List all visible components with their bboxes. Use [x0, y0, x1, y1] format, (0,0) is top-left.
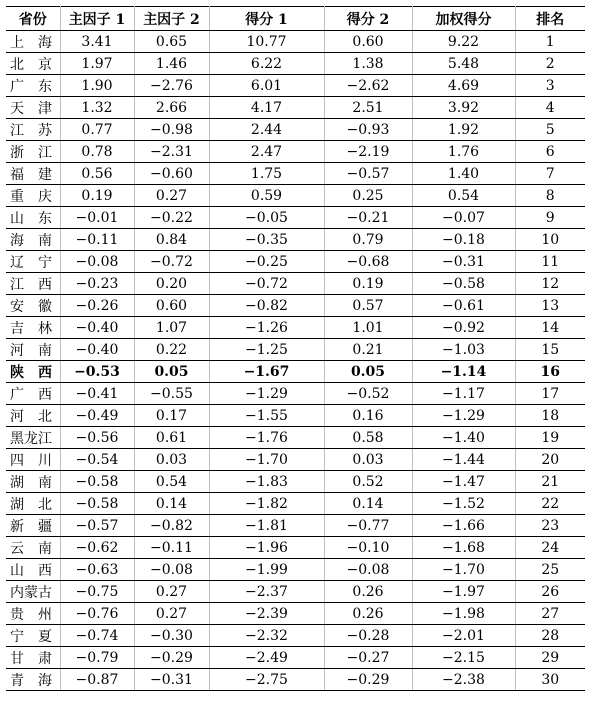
cell-factor-1: −0.26 — [60, 295, 134, 317]
table-row — [6, 449, 585, 471]
cell-score-1: −0.82 — [209, 295, 324, 317]
cell-province: 天 津 — [6, 97, 60, 119]
table-body — [6, 31, 585, 691]
cell-factor-2: −0.82 — [134, 515, 209, 537]
cell-rank: 9 — [515, 207, 585, 229]
table-row — [6, 647, 585, 669]
cell-score-2: 0.79 — [324, 229, 412, 251]
cell-score-1: −1.82 — [209, 493, 324, 515]
cell-weighted-score: −1.70 — [412, 559, 515, 581]
cell-score-2: 0.26 — [324, 581, 412, 603]
cell-province: 山 东 — [6, 207, 60, 229]
cell-rank: 1 — [515, 31, 585, 53]
cell-weighted-score: −1.68 — [412, 537, 515, 559]
cell-province: 青 海 — [6, 669, 60, 691]
cell-rank: 7 — [515, 163, 585, 185]
cell-factor-1: 3.41 — [60, 31, 134, 53]
cell-rank: 8 — [515, 185, 585, 207]
table-row — [6, 603, 585, 625]
cell-score-1: −1.25 — [209, 339, 324, 361]
cell-factor-1: −0.23 — [60, 273, 134, 295]
cell-score-1: −2.39 — [209, 603, 324, 625]
cell-factor-2: −0.72 — [134, 251, 209, 273]
table-row — [6, 251, 585, 273]
cell-weighted-score: −1.52 — [412, 493, 515, 515]
cell-rank: 11 — [515, 251, 585, 273]
cell-factor-1: −0.40 — [60, 317, 134, 339]
cell-rank: 12 — [515, 273, 585, 295]
cell-factor-1: −0.62 — [60, 537, 134, 559]
cell-score-1: 1.75 — [209, 163, 324, 185]
header-factor-1: 主因子 1 — [60, 7, 134, 31]
header-row — [6, 7, 585, 31]
cell-rank: 27 — [515, 603, 585, 625]
cell-weighted-score: −1.44 — [412, 449, 515, 471]
cell-factor-1: −0.75 — [60, 581, 134, 603]
cell-score-1: −2.75 — [209, 669, 324, 691]
table-row — [6, 669, 585, 691]
ranking-table — [6, 6, 585, 691]
cell-rank: 3 — [515, 75, 585, 97]
cell-factor-2: 0.20 — [134, 273, 209, 295]
cell-score-1: −2.37 — [209, 581, 324, 603]
cell-factor-1: −0.11 — [60, 229, 134, 251]
cell-score-1: −1.76 — [209, 427, 324, 449]
cell-rank: 24 — [515, 537, 585, 559]
cell-province: 安 徽 — [6, 295, 60, 317]
cell-province: 广 东 — [6, 75, 60, 97]
cell-weighted-score: −1.98 — [412, 603, 515, 625]
cell-score-1: −1.83 — [209, 471, 324, 493]
cell-score-2: −0.52 — [324, 383, 412, 405]
cell-score-1: −1.26 — [209, 317, 324, 339]
table-row — [6, 119, 585, 141]
cell-rank: 21 — [515, 471, 585, 493]
cell-weighted-score: −1.17 — [412, 383, 515, 405]
cell-weighted-score: −1.47 — [412, 471, 515, 493]
cell-factor-1: −0.79 — [60, 647, 134, 669]
cell-factor-2: −0.55 — [134, 383, 209, 405]
cell-province: 新 疆 — [6, 515, 60, 537]
cell-factor-2: 0.05 — [134, 361, 209, 383]
cell-score-2: −0.08 — [324, 559, 412, 581]
table-row — [6, 383, 585, 405]
cell-weighted-score: −0.58 — [412, 273, 515, 295]
header-weighted-score: 加权得分 — [412, 7, 515, 31]
table-row — [6, 273, 585, 295]
cell-score-2: 0.52 — [324, 471, 412, 493]
cell-weighted-score: −0.61 — [412, 295, 515, 317]
cell-rank: 5 — [515, 119, 585, 141]
cell-factor-1: 1.90 — [60, 75, 134, 97]
cell-province: 河 南 — [6, 339, 60, 361]
cell-score-1: −0.35 — [209, 229, 324, 251]
cell-rank: 10 — [515, 229, 585, 251]
table-row — [6, 185, 585, 207]
cell-score-2: −2.19 — [324, 141, 412, 163]
cell-factor-2: 0.60 — [134, 295, 209, 317]
cell-rank: 18 — [515, 405, 585, 427]
cell-factor-1: −0.41 — [60, 383, 134, 405]
cell-factor-2: −0.30 — [134, 625, 209, 647]
cell-score-1: −2.32 — [209, 625, 324, 647]
cell-score-1: −1.67 — [209, 361, 324, 383]
cell-weighted-score: −2.38 — [412, 669, 515, 691]
cell-factor-2: 0.03 — [134, 449, 209, 471]
table-row — [6, 625, 585, 647]
cell-weighted-score: −2.15 — [412, 647, 515, 669]
cell-rank: 2 — [515, 53, 585, 75]
cell-score-1: −1.96 — [209, 537, 324, 559]
cell-factor-2: 0.27 — [134, 603, 209, 625]
cell-factor-1: −0.58 — [60, 493, 134, 515]
cell-factor-1: −0.49 — [60, 405, 134, 427]
cell-weighted-score: 5.48 — [412, 53, 515, 75]
cell-weighted-score: −1.03 — [412, 339, 515, 361]
cell-factor-2: −2.76 — [134, 75, 209, 97]
cell-factor-1: −0.58 — [60, 471, 134, 493]
cell-factor-2: 2.66 — [134, 97, 209, 119]
table-row — [6, 317, 585, 339]
header-score-2: 得分 2 — [324, 7, 412, 31]
cell-score-2: 1.38 — [324, 53, 412, 75]
cell-score-1: 0.59 — [209, 185, 324, 207]
cell-province: 内蒙古 — [6, 581, 60, 603]
cell-weighted-score: −0.07 — [412, 207, 515, 229]
cell-province: 江 西 — [6, 273, 60, 295]
cell-province: 北 京 — [6, 53, 60, 75]
cell-score-2: 1.01 — [324, 317, 412, 339]
cell-factor-1: 1.32 — [60, 97, 134, 119]
cell-factor-1: 0.78 — [60, 141, 134, 163]
cell-factor-2: −0.60 — [134, 163, 209, 185]
cell-score-1: −1.81 — [209, 515, 324, 537]
cell-rank: 16 — [515, 361, 585, 383]
cell-province: 海 南 — [6, 229, 60, 251]
cell-weighted-score: −1.97 — [412, 581, 515, 603]
cell-province: 贵 州 — [6, 603, 60, 625]
cell-weighted-score: −0.92 — [412, 317, 515, 339]
cell-weighted-score: 9.22 — [412, 31, 515, 53]
cell-score-2: 0.26 — [324, 603, 412, 625]
cell-score-1: −1.99 — [209, 559, 324, 581]
cell-score-1: −0.05 — [209, 207, 324, 229]
cell-weighted-score: −1.14 — [412, 361, 515, 383]
cell-score-1: −0.72 — [209, 273, 324, 295]
cell-weighted-score: 1.92 — [412, 119, 515, 141]
cell-score-1: 6.22 — [209, 53, 324, 75]
cell-factor-1: −0.56 — [60, 427, 134, 449]
cell-factor-1: −0.76 — [60, 603, 134, 625]
cell-weighted-score: −1.66 — [412, 515, 515, 537]
cell-score-1: 4.17 — [209, 97, 324, 119]
cell-rank: 29 — [515, 647, 585, 669]
table-row — [6, 229, 585, 251]
table-row — [6, 361, 585, 383]
cell-factor-2: −0.22 — [134, 207, 209, 229]
cell-province: 山 西 — [6, 559, 60, 581]
cell-score-2: 2.51 — [324, 97, 412, 119]
cell-factor-1: −0.57 — [60, 515, 134, 537]
cell-score-2: −0.68 — [324, 251, 412, 273]
table-row — [6, 559, 585, 581]
cell-province: 湖 北 — [6, 493, 60, 515]
cell-score-1: −1.29 — [209, 383, 324, 405]
cell-score-2: 0.58 — [324, 427, 412, 449]
table-row — [6, 493, 585, 515]
cell-score-2: 0.05 — [324, 361, 412, 383]
cell-factor-1: −0.54 — [60, 449, 134, 471]
cell-weighted-score: 4.69 — [412, 75, 515, 97]
table-row — [6, 471, 585, 493]
cell-province: 黑龙江 — [6, 427, 60, 449]
cell-score-1: 2.47 — [209, 141, 324, 163]
cell-province: 湖 南 — [6, 471, 60, 493]
cell-province: 辽 宁 — [6, 251, 60, 273]
cell-score-2: −0.10 — [324, 537, 412, 559]
cell-rank: 30 — [515, 669, 585, 691]
cell-score-1: −1.70 — [209, 449, 324, 471]
table-header — [6, 7, 585, 31]
cell-province: 吉 林 — [6, 317, 60, 339]
table-row — [6, 163, 585, 185]
cell-factor-1: −0.74 — [60, 625, 134, 647]
cell-factor-1: −0.53 — [60, 361, 134, 383]
cell-factor-1: −0.87 — [60, 669, 134, 691]
cell-score-2: −0.93 — [324, 119, 412, 141]
cell-province: 宁 夏 — [6, 625, 60, 647]
cell-rank: 15 — [515, 339, 585, 361]
cell-weighted-score: 1.40 — [412, 163, 515, 185]
table-row — [6, 97, 585, 119]
cell-weighted-score: 3.92 — [412, 97, 515, 119]
table-row — [6, 141, 585, 163]
cell-score-2: 0.16 — [324, 405, 412, 427]
cell-score-2: 0.57 — [324, 295, 412, 317]
cell-factor-2: 0.27 — [134, 185, 209, 207]
cell-factor-2: 0.84 — [134, 229, 209, 251]
table-row — [6, 75, 585, 97]
table-row — [6, 537, 585, 559]
cell-weighted-score: −0.31 — [412, 251, 515, 273]
cell-weighted-score: −1.29 — [412, 405, 515, 427]
table-row — [6, 405, 585, 427]
table-row — [6, 581, 585, 603]
cell-score-2: 0.60 — [324, 31, 412, 53]
cell-weighted-score: −1.40 — [412, 427, 515, 449]
cell-factor-1: 0.19 — [60, 185, 134, 207]
cell-province: 福 建 — [6, 163, 60, 185]
cell-factor-2: 0.54 — [134, 471, 209, 493]
cell-rank: 26 — [515, 581, 585, 603]
cell-province: 甘 肃 — [6, 647, 60, 669]
cell-factor-2: 1.46 — [134, 53, 209, 75]
cell-rank: 23 — [515, 515, 585, 537]
cell-factor-2: −2.31 — [134, 141, 209, 163]
cell-factor-2: 0.22 — [134, 339, 209, 361]
cell-factor-2: 0.61 — [134, 427, 209, 449]
cell-factor-2: −0.08 — [134, 559, 209, 581]
cell-factor-1: 0.77 — [60, 119, 134, 141]
cell-rank: 20 — [515, 449, 585, 471]
cell-factor-2: 0.65 — [134, 31, 209, 53]
cell-score-1: 2.44 — [209, 119, 324, 141]
cell-score-2: 0.14 — [324, 493, 412, 515]
cell-score-1: 6.01 — [209, 75, 324, 97]
cell-score-2: 0.03 — [324, 449, 412, 471]
cell-rank: 6 — [515, 141, 585, 163]
cell-province: 四 川 — [6, 449, 60, 471]
cell-factor-1: 1.97 — [60, 53, 134, 75]
cell-province: 上 海 — [6, 31, 60, 53]
cell-weighted-score: 1.76 — [412, 141, 515, 163]
cell-factor-1: −0.63 — [60, 559, 134, 581]
table-row — [6, 31, 585, 53]
cell-factor-2: 1.07 — [134, 317, 209, 339]
cell-province: 广 西 — [6, 383, 60, 405]
cell-score-1: −2.49 — [209, 647, 324, 669]
cell-score-1: −0.25 — [209, 251, 324, 273]
cell-score-2: −0.57 — [324, 163, 412, 185]
table-row — [6, 427, 585, 449]
cell-province: 江 苏 — [6, 119, 60, 141]
cell-factor-2: 0.14 — [134, 493, 209, 515]
cell-score-2: −0.21 — [324, 207, 412, 229]
cell-score-2: −2.62 — [324, 75, 412, 97]
table-row — [6, 53, 585, 75]
cell-factor-2: −0.98 — [134, 119, 209, 141]
cell-score-1: −1.55 — [209, 405, 324, 427]
ranking-table-container — [6, 6, 585, 691]
table-row — [6, 207, 585, 229]
cell-factor-2: −0.31 — [134, 669, 209, 691]
cell-province: 重 庆 — [6, 185, 60, 207]
cell-factor-2: 0.27 — [134, 581, 209, 603]
table-row — [6, 295, 585, 317]
header-factor-2: 主因子 2 — [134, 7, 209, 31]
cell-rank: 4 — [515, 97, 585, 119]
header-rank: 排名 — [515, 7, 585, 31]
cell-score-2: −0.27 — [324, 647, 412, 669]
cell-weighted-score: 0.54 — [412, 185, 515, 207]
cell-score-2: 0.25 — [324, 185, 412, 207]
cell-weighted-score: −2.01 — [412, 625, 515, 647]
cell-weighted-score: −0.18 — [412, 229, 515, 251]
cell-score-2: −0.77 — [324, 515, 412, 537]
cell-score-2: 0.19 — [324, 273, 412, 295]
cell-score-2: −0.28 — [324, 625, 412, 647]
cell-factor-1: −0.08 — [60, 251, 134, 273]
cell-rank: 28 — [515, 625, 585, 647]
cell-rank: 22 — [515, 493, 585, 515]
cell-factor-1: −0.01 — [60, 207, 134, 229]
cell-rank: 14 — [515, 317, 585, 339]
cell-factor-2: −0.29 — [134, 647, 209, 669]
cell-rank: 19 — [515, 427, 585, 449]
table-row — [6, 515, 585, 537]
cell-province: 浙 江 — [6, 141, 60, 163]
cell-factor-2: −0.11 — [134, 537, 209, 559]
header-province: 省份 — [6, 7, 60, 31]
table-row — [6, 339, 585, 361]
cell-factor-1: 0.56 — [60, 163, 134, 185]
header-score-1: 得分 1 — [209, 7, 324, 31]
cell-score-2: 0.21 — [324, 339, 412, 361]
cell-province: 陕 西 — [6, 361, 60, 383]
cell-rank: 17 — [515, 383, 585, 405]
cell-score-2: −0.29 — [324, 669, 412, 691]
cell-rank: 13 — [515, 295, 585, 317]
cell-factor-1: −0.40 — [60, 339, 134, 361]
cell-province: 河 北 — [6, 405, 60, 427]
cell-factor-2: 0.17 — [134, 405, 209, 427]
cell-score-1: 10.77 — [209, 31, 324, 53]
cell-province: 云 南 — [6, 537, 60, 559]
cell-rank: 25 — [515, 559, 585, 581]
